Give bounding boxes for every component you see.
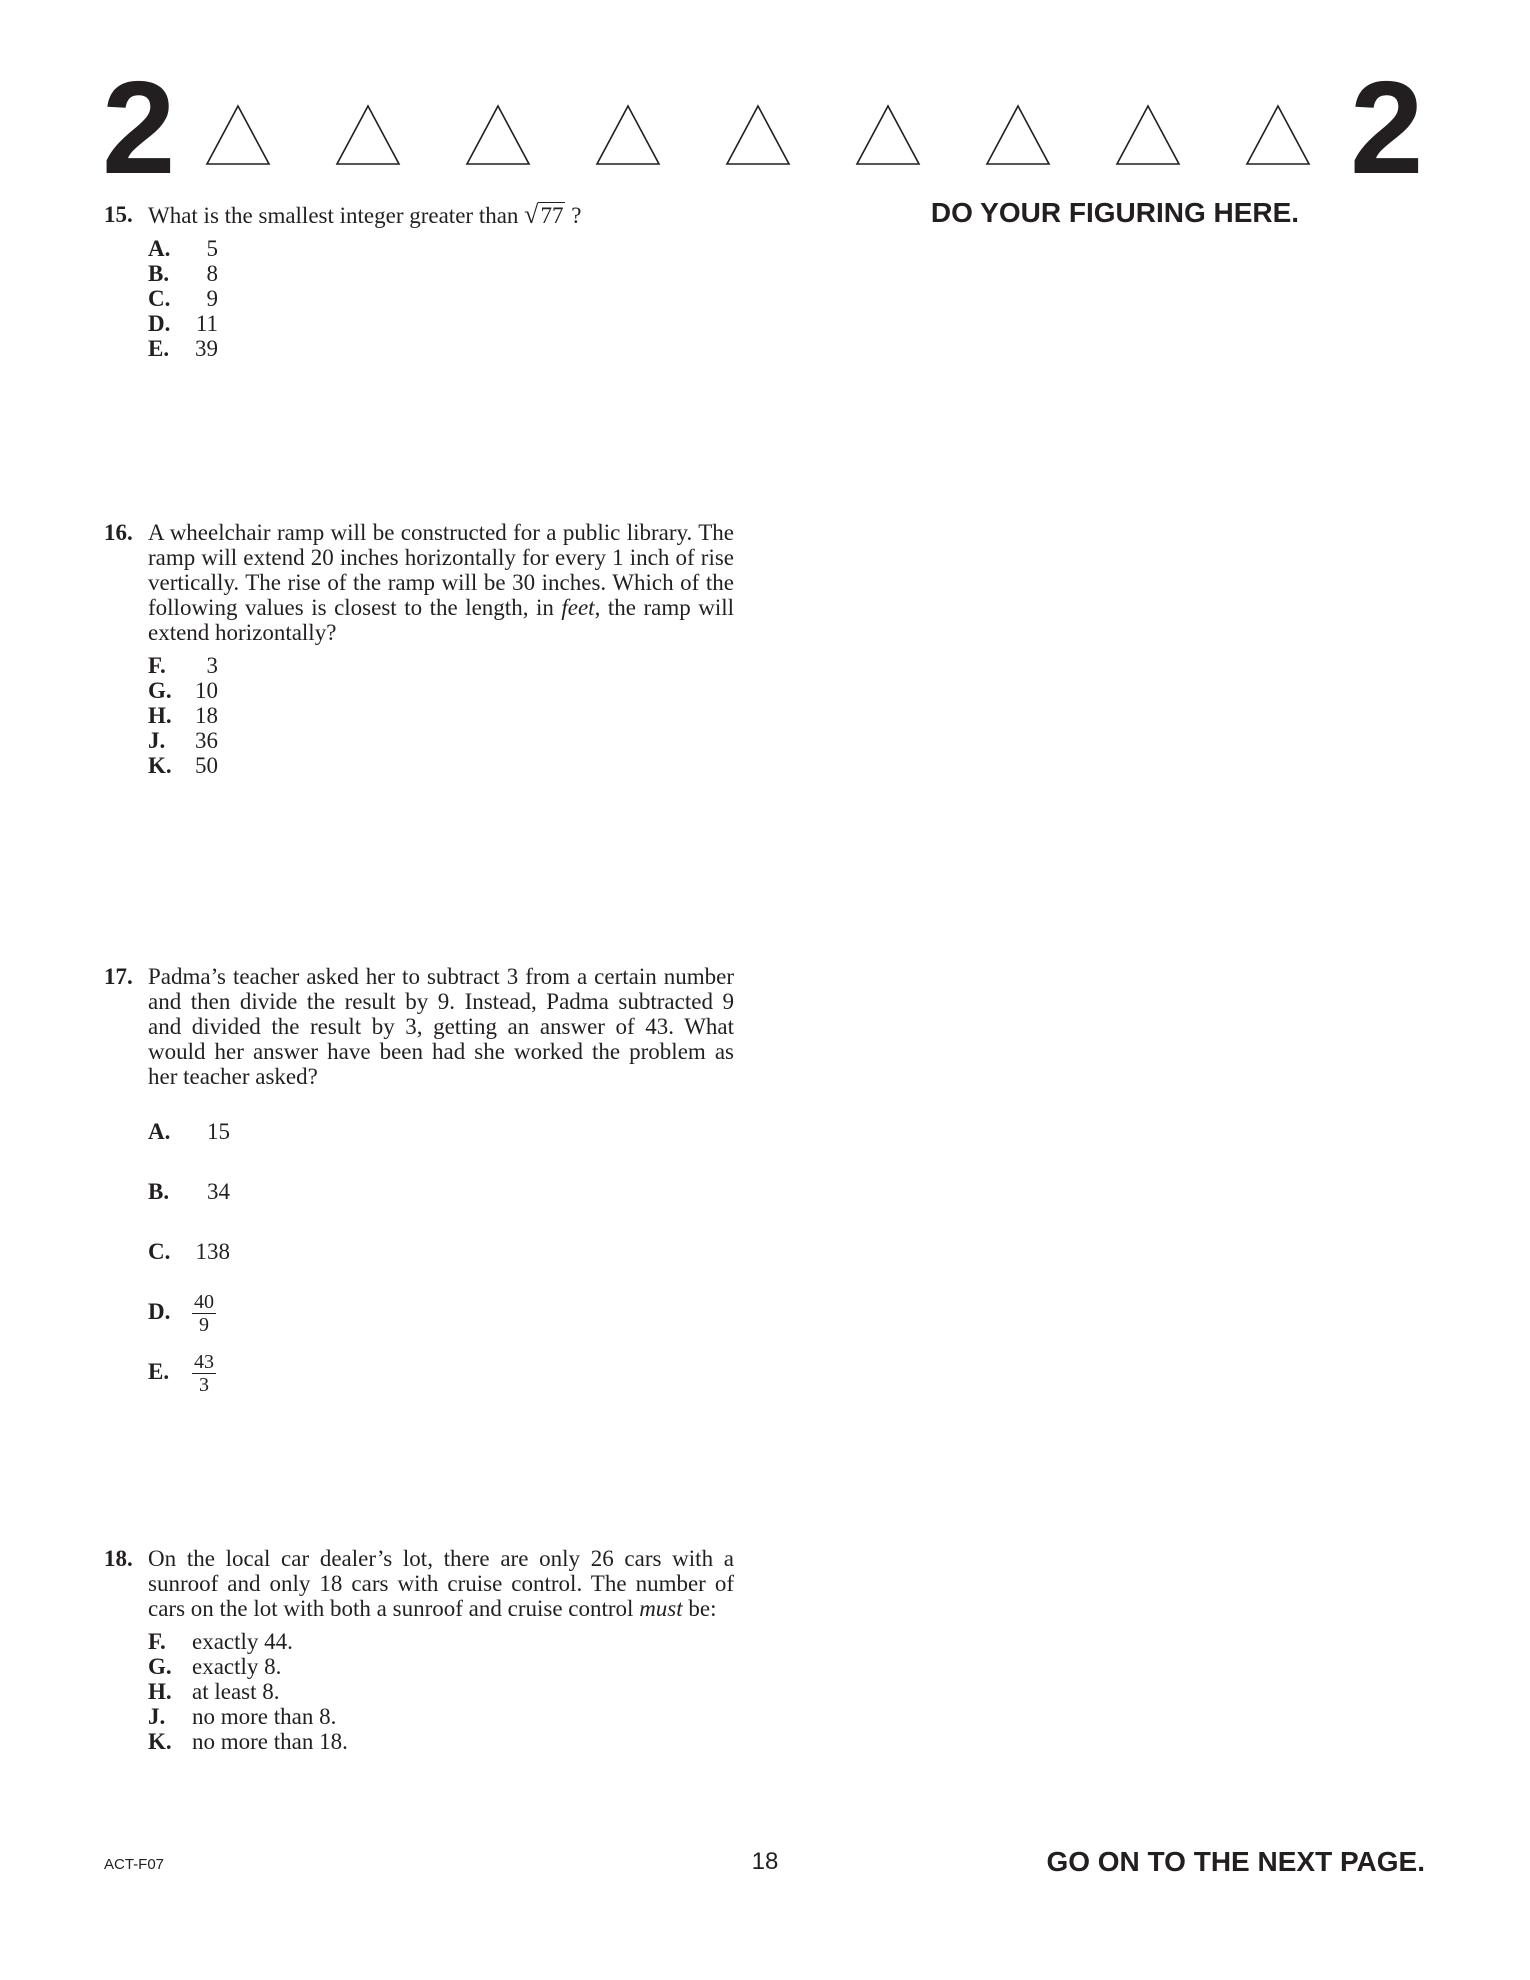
triangle-outline-icon [335, 104, 401, 166]
question-text: On the local car dealer’s lot, there are only 26 cars with a sunroof and only 18 cars with cruise control. The number of cars on the lot with both a sunroof and cruise control must be: [148, 1546, 734, 1621]
question-16 [104, 520, 734, 778]
question-17 [104, 964, 734, 1407]
answer-option[interactable]: B. 34 [148, 1179, 230, 1204]
triangle-outline-icon [595, 104, 661, 166]
question-text: Padma’s teacher asked her to subtract 3 from a certain number and then divide the result by 9. Instead, Padma subtracted 9 and divided the result by 3, getting an answer of 43. What would her answer have been had she worked the problem as her teacher asked? [148, 964, 734, 1089]
triangle-outline-icon [725, 104, 791, 166]
question-15 [104, 202, 734, 361]
answer-option[interactable]: C. 138 [148, 1239, 230, 1264]
answer-option[interactable]: B. 8 [148, 261, 218, 286]
question-18 [104, 1546, 734, 1754]
answer-option[interactable]: A. 5 [148, 236, 218, 261]
answer-options [148, 236, 734, 361]
sqrt-symbol: √ [524, 200, 539, 229]
answer-option[interactable]: D. $\frac{40}{9}$ [148, 1291, 214, 1337]
answer-option[interactable]: J. no more than 8. [148, 1704, 337, 1729]
answer-options [148, 1629, 734, 1754]
answer-option[interactable]: H. 18 [148, 703, 218, 728]
page-number: 18 [751, 1848, 779, 1875]
answer-option[interactable]: F. exactly 44. [148, 1629, 293, 1654]
answer-option[interactable]: E. 39 [148, 336, 218, 361]
answer-option[interactable]: D. 11 [148, 311, 218, 336]
section-number-left: 2 [102, 54, 172, 201]
answer-option[interactable]: H. at least 8. [148, 1679, 280, 1704]
section-number-right: 2 [1350, 54, 1420, 201]
answer-option[interactable]: G. exactly 8. [148, 1654, 282, 1679]
fraction: $\frac{40}{9}$ [194, 1291, 214, 1337]
triangle-outline-icon [855, 104, 921, 166]
figuring-area-label: DO YOUR FIGURING HERE. [930, 197, 1300, 228]
triangle-outline-icon [205, 104, 271, 166]
answer-option[interactable]: F. 3 [148, 653, 218, 678]
answer-option[interactable]: A. 15 [148, 1119, 230, 1144]
form-code: ACT-F07 [104, 1856, 165, 1873]
question-number: 17. [104, 964, 133, 989]
radicand: 77 [540, 203, 564, 228]
triangle-outline-icon [1115, 104, 1181, 166]
answer-options [148, 653, 734, 778]
answer-option[interactable]: K. no more than 18. [148, 1729, 348, 1754]
triangle-row [205, 104, 1325, 170]
question-text: A wheelchair ramp will be constructed for a public library. The ramp will extend 20 inches horizontally for every 1 inch of rise vertically. The rise of the ramp will be 30 inches. Which of the following values is closest to the length, in feet, the ramp will extend horizontally? [148, 520, 735, 645]
question-number: 15. [104, 202, 133, 227]
triangle-outline-icon [465, 104, 531, 166]
question-number: 18. [104, 1546, 133, 1571]
answer-option[interactable]: G. 10 [148, 678, 218, 703]
fraction: $\frac{43}{3}$ [194, 1351, 214, 1397]
answer-option[interactable]: C. 9 [148, 286, 218, 311]
continue-label: GO ON TO THE NEXT PAGE. [1046, 1846, 1425, 1877]
question-text: What is the smallest integer greater than √77 ? [148, 200, 582, 229]
triangle-outline-icon [985, 104, 1051, 166]
answer-option[interactable]: J. 36 [148, 728, 218, 753]
answer-option[interactable]: E. $\frac{43}{3}$ [148, 1351, 214, 1397]
answer-options [148, 1107, 734, 1407]
question-number: 16. [104, 520, 133, 545]
answer-option[interactable]: K. 50 [148, 753, 218, 778]
triangle-outline-icon [1245, 104, 1311, 166]
